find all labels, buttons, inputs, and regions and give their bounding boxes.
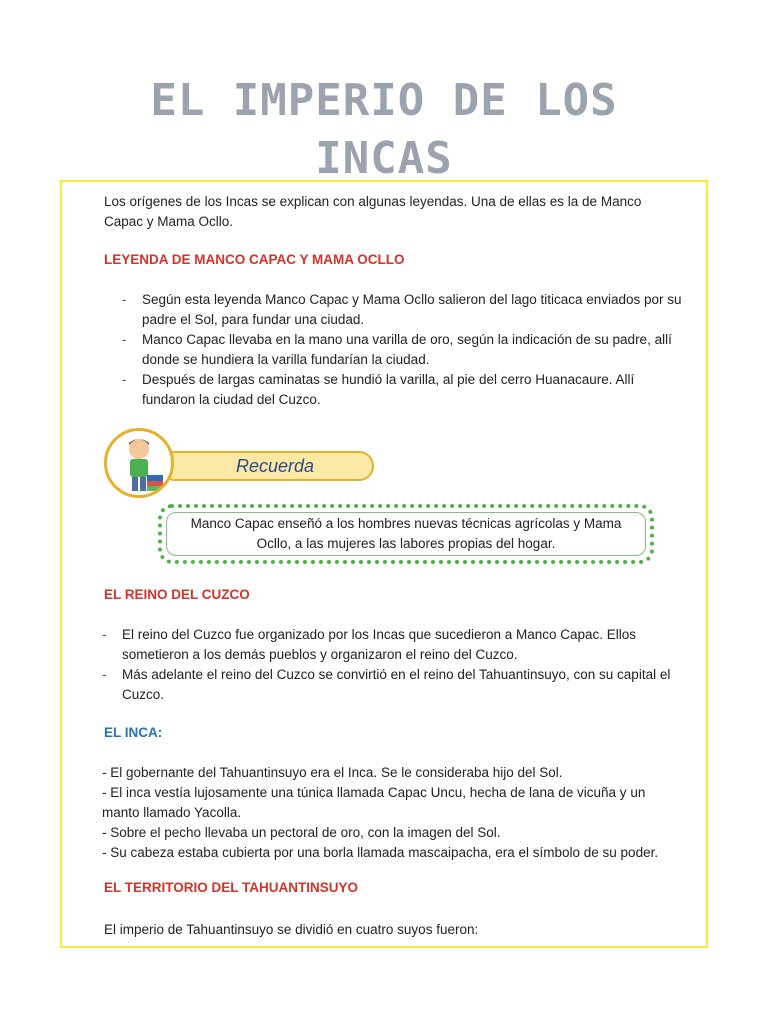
intro-paragraph: Los orígenes de los Incas se explican con algunas leyendas. Una de ellas es la de Manco Capac y Mama Ocllo.	[104, 194, 642, 229]
recuerda-banner	[104, 428, 384, 502]
inca-list	[102, 763, 686, 863]
list-item: - Su cabeza estaba cubierta por una borla llamada mascaipacha, era el símbolo de su poder.	[102, 845, 659, 860]
recuerda-note	[158, 504, 654, 564]
territorio-text: El imperio de Tahuantinsuyo se dividió en cuatro suyos fueron:	[104, 922, 479, 937]
list-item: - El reino del Cuzco fue organizado por los Incas que sucedieron a Manco Capac. Ellos sometieron a los demás pueblos y organizaron el reino del Cuzco.	[102, 627, 637, 662]
list-item: - Después de largas caminatas se hundió la varilla, al pie del cerro Huanacaure. Allí fundaron la ciudad del Cuzco.	[122, 372, 635, 407]
recuerda-bar	[160, 451, 374, 481]
recuerda-note-text: Manco Capac enseñó a los hombres nuevas técnicas agrícolas y Mama Ocllo, a las mujeres las labores propias del hogar.	[190, 516, 622, 551]
recuerda-label: Recuerda	[236, 456, 315, 476]
child-reading-icon	[104, 428, 174, 498]
heading-leyenda: LEYENDA DE MANCO CAPAC Y MAMA OCLLO	[104, 252, 405, 267]
heading-inca: EL INCA:	[104, 725, 163, 740]
list-item: - Más adelante el reino del Cuzco se convirtió en el reino del Tahuantinsuyo, con su capital el Cuzco.	[102, 667, 671, 702]
heading-reino: EL REINO DEL CUZCO	[104, 587, 250, 602]
list-item: - Manco Capac llevaba en la mano una varilla de oro, según la indicación de su padre, allí donde se hundiera la varilla fundarían la ciudad.	[122, 332, 672, 367]
page-title	[0, 72, 768, 188]
list-item: - Sobre el pecho llevaba un pectoral de oro, con la imagen del Sol.	[102, 825, 501, 840]
reino-list	[102, 625, 682, 705]
list-item: - El inca vestía lujosamente una túnica llamada Capac Uncu, hecha de lana de vicuña y un manto llamado Yacolla.	[102, 785, 646, 820]
heading-territorio: EL TERRITORIO DEL TAHUANTINSUYO	[104, 880, 359, 895]
leyenda-list	[122, 290, 682, 410]
list-item: - Según esta leyenda Manco Capac y Mama Ocllo salieron del lago titicaca enviados por su padre el Sol, para fundar una ciudad.	[122, 292, 682, 327]
list-item: - El gobernante del Tahuantinsuyo era el Inca. Se le consideraba hijo del Sol.	[102, 765, 563, 780]
page-title-line-2: INCAS	[315, 133, 453, 184]
page-title-line-1: EL IMPERIO DE LOS	[150, 75, 618, 126]
